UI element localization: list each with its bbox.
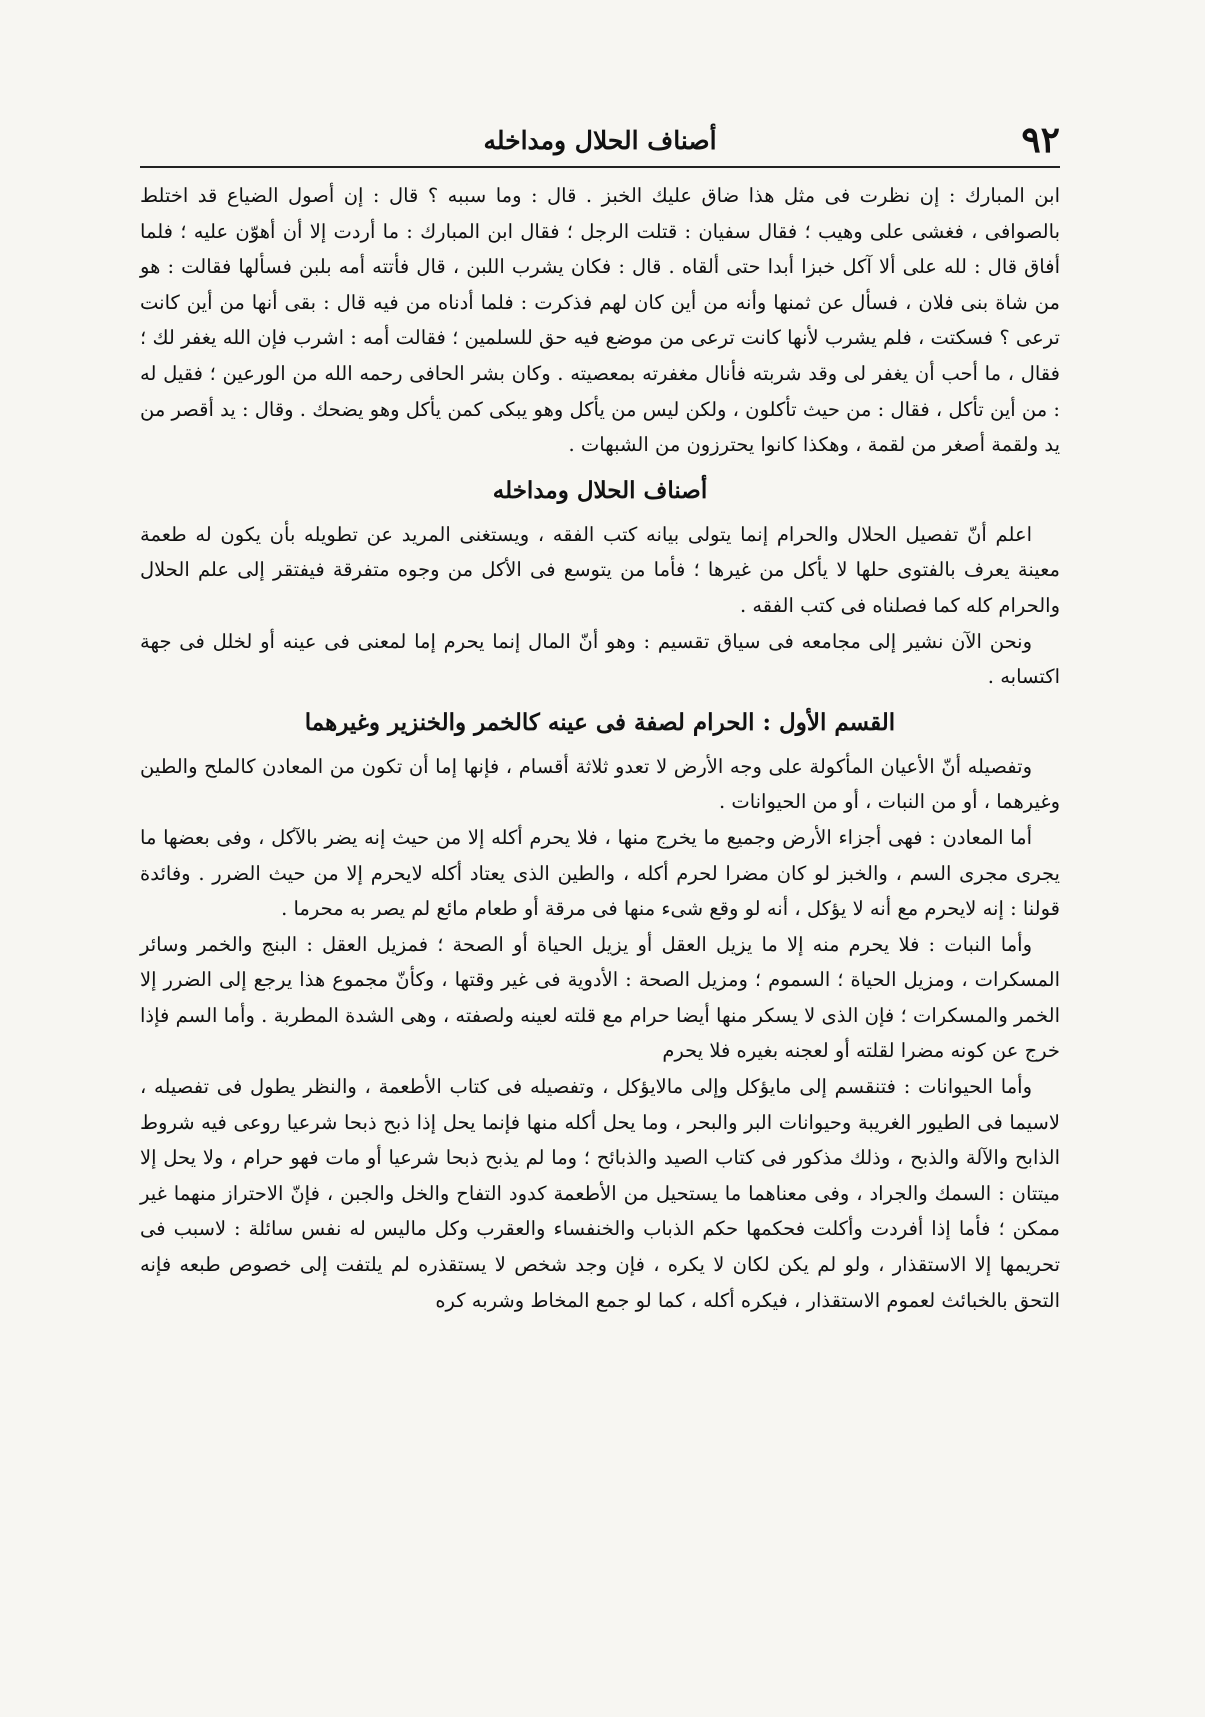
subsection-heading: القسم الأول : الحرام لصفة فى عينه كالخمر والخنزير وغيرهما [304,708,896,736]
paragraph: ونحن الآن نشير إلى مجامعه فى سياق تقسيم : وهو أنّ المال إنما يحرم إما لمعنى فى عينه أو لخلل فى جهة اكتسابه . [140,629,1060,689]
paragraph-continuation: ابن المبارك : إن نظرت فى مثل هذا ضاق عليك الخبز . قال : وما سببه ؟ قال : إن أصول الضياع قد اختلط بالصوافى ، فغشى على وهيب ؛ فقال سفيان : قتلت الرجل ؛ فقال ابن المبارك : ما أردت إلا أن أهوّن عليه ؛ فلما أفاق قال : لله على ألا آكل خبزا أبدا حتى ألقاه . قال : فكان يشرب اللبن ، قال فأتته أمه بلبن فسألها فقالت : هو من شاة بنى فلان ، فسأل عن ثمنها وأنه من أين كان لهم فذكرت : فلما أدناه من فيه قال : بقى أنها من أين كانت ترعى ؟ فسكتت ، فلم يشرب لأنها كانت ترعى من موضع فيه حق للسلمين ؛ فقالت أمه : اشرب فإن الله يغفر لك ؛ فقال ، ما أحب أن يغفر لى وقد شربته فأنال مغفرته بمعصيته . وكان بشر الحافى رحمه الله من الورعين ؛ فقيل له : من أين تأكل ، فقال : من حيث تأكلون ، ولكن ليس من يأكل وهو يبكى كمن يأكل وهو يضحك . وقال : يد أقصر من يد ولقمة أصغر من لقمة ، وهكذا كانوا يحترزون من الشبهات . [140,184,1060,457]
paragraph: اعلم أنّ تفصيل الحلال والحرام إنما يتولى بيانه كتب الفقه ، ويستغنى المريد عن تطويله بأن يكون له طعمة معينة يعرف بالفتوى حلها لا يأكل من غيرها ؛ فأما من يتوسع فى الأكل من وجوه متفرقة فيفتقر إلى علم الحلال والحرام كله كما فصلناه فى كتب الفقه . [140,522,1060,617]
page-header [140,118,1060,168]
paragraph: وتفصيله أنّ الأعيان المأكولة على وجه الأرض لا تعدو ثلاثة أقسام ، فإنها إما أن تكون من المعادن كالملح والطين وغيرهما ، أو من النبات ، أو من الحيوانات . [140,754,1060,814]
page-body [140,178,1060,1318]
running-title: أصناف الحلال ومداخله [483,126,717,155]
section-heading: أصناف الحلال ومداخله [492,476,708,504]
paragraph: وأما الحيوانات : فتنقسم إلى مايؤكل وإلى مالايؤكل ، وتفصيله فى كتاب الأطعمة ، والنظر يطول فى تفصيله ، لاسيما فى الطيور الغريبة وحيوانات البر والبحر ، وما يحل أكله منها فإنما يحل إذا ذبح ذبحا شرعيا روعى فيه شروط الذابح والآلة والذبح ، وذلك مذكور فى كتاب الصيد والذبائح ؛ وما لم يذبح ذبحا شرعيا أو مات فهو حرام ، ولا يحل إلا ميتتان : السمك والجراد ، وفى معناهما ما يستحيل من الأطعمة كدود التفاح والخل والجبن ، فإنّ الاحتراز منهما غير ممكن ؛ فأما إذا أفردت وأكلت فحكمها حكم الذباب والخنفساء والعقرب وكل ماليس له نفس سائلة : لاسبب فى تحريمها إلا الاستقذار ، ولو لم يكن لكان لا يكره ، فإن وجد شخص لا يستقذره لم يلتفت إلى خصوص طبعه فإنه التحق بالخبائث لعموم الاستقذار ، فيكره أكله ، كما لو جمع المخاط وشربه كره [140,1075,1060,1312]
paragraph: وأما النبات : فلا يحرم منه إلا ما يزيل العقل أو يزيل الحياة أو الصحة ؛ فمزيل العقل : البنج والخمر وسائر المسكرات ، ومزيل الحياة ؛ السموم ؛ ومزيل الصحة : الأدوية فى غير وقتها ، وكأنّ مجموع هذا يرجع إلى الضرر إلا الخمر والمسكرات ؛ فإن الذى لا يسكر منها أيضا حرام مع قلته لعينه ولصفته ، وهى الشدة المطربة . وأما السم فإذا خرج عن كونه مضرا لقلته أو لعجنه بغيره فلا يحرم [140,932,1060,1063]
paragraph: أما المعادن : فهى أجزاء الأرض وجميع ما يخرج منها ، فلا يحرم أكله إلا من حيث إنه يضر بالآكل ، وفى بعضها ما يجرى مجرى السم ، والخبز لو كان مضرا لحرم أكله ، والطين الذى يعتاد أكله لايحرم إلا من حيث الضرر . وفائدة قولنا : إنه لايحرم مع أنه لا يؤكل ، أنه لو وقع شىء منها فى مرقة أو طعام مائع لم يصر به محرما . [140,825,1060,921]
page-number: ٩٢ [1021,119,1060,161]
